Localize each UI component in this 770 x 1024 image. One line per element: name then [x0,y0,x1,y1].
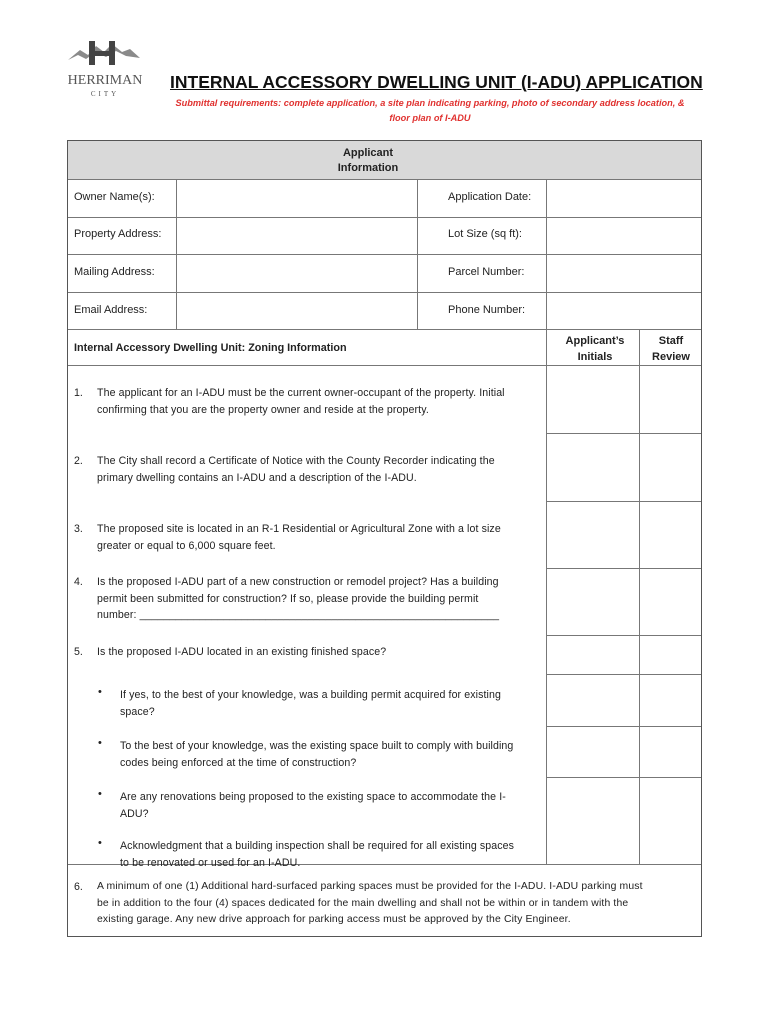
bullet-item: Are any renovations being proposed to the existing space to accommodate the I- ADU? [120,791,506,820]
item-number: 3. [74,523,83,535]
bullet-item: If yes, to the best of your knowledge, was a building permit acquired for existing space? [120,689,501,718]
initials-cell-5[interactable] [547,636,639,674]
subtitle-line1: Submittal requirements: complete application, a site plan indicating parking, photo of secondary address location, & [175,98,685,108]
property-address-label: Property Address: [74,228,162,240]
owner-names-label: Owner Name(s): [74,191,155,203]
item-number: 5. [74,646,83,658]
parcel-number-input[interactable] [547,255,701,292]
email-address-label: Email Address: [74,304,148,316]
item-number: 4. [74,576,83,588]
submittal-requirements [150,96,710,126]
initials-cell-4[interactable] [547,569,639,635]
list-item: The proposed site is located in an R-1 Residential or Agricultural Zone with a lot size greater or equal to 6,000 square feet. [97,523,501,552]
staff-cell-5a[interactable] [640,675,701,726]
staff-cell-2[interactable] [640,434,701,501]
mailing-address-input[interactable] [177,255,417,292]
staff-review-header: Staff Review [652,335,690,363]
staff-cell-4[interactable] [640,569,701,635]
item-number: 2. [74,455,83,467]
mountain-h-logo-icon [66,38,144,102]
staff-cell-5[interactable] [640,636,701,674]
initials-cell-5c[interactable] [547,778,639,864]
staff-cell-1[interactable] [640,366,701,433]
bullet-item: To the best of your knowledge, was the existing space built to comply with building codes being enforced at the time of construction? [120,740,514,769]
phone-number-label: Phone Number: [448,304,526,316]
bullet-icon: • [98,788,102,800]
list-item: The City shall record a Certificate of Notice with the County Recorder indicating the primary dwelling contains an I-ADU and a description of the I-ADU. [97,455,495,484]
property-address-input[interactable] [177,218,417,254]
item-number: 6. [74,881,83,893]
list-item: The applicant for an I-ADU must be the current owner-occupant of the property. Initial confirming that you are the property owner and reside at the property. [97,387,505,416]
staff-cell-5c[interactable] [640,778,701,864]
item-number: 1. [74,387,83,399]
initials-cell-3[interactable] [547,502,639,568]
application-date-input[interactable] [547,181,701,217]
bullet-icon: • [98,737,102,749]
initials-cell-2[interactable] [547,434,639,501]
initials-cell-1[interactable] [547,366,639,433]
staff-cell-5b[interactable] [640,727,701,777]
phone-number-input[interactable] [547,293,701,329]
staff-cell-3[interactable] [640,502,701,568]
parcel-number-label: Parcel Number: [448,266,525,278]
applicant-initials-header: Applicant’s Initials [565,335,625,363]
zoning-info-header: Internal Accessory Dwelling Unit: Zoning Information [74,342,347,354]
subtitle-line2: floor plan of I-ADU [389,113,471,123]
city-logo [66,38,144,102]
logo-name-line1: HERRIMAN [67,73,143,88]
bullet-icon: • [98,686,102,698]
logo-name-line2: CITY [90,90,120,98]
list-item: Is the proposed I-ADU located in an existing finished space? [97,646,387,658]
applicant-info-title: Applicant Information [337,147,399,174]
owner-names-input[interactable] [177,181,417,217]
mailing-address-label: Mailing Address: [74,266,155,278]
list-item: A minimum of one (1) Additional hard-surfaced parking spaces must be provided for the I-ADU. I-ADU parking must be in addition to the four (4) spaces dedicated for the main dwelling and shall not be within or in tandem with the existing garage. Any new drive approach for parking access must be approved by the City Engineer. [97,881,643,925]
application-form [67,140,702,937]
page-title: INTERNAL ACCESSORY DWELLING UNIT (I-ADU) APPLICATION [170,72,703,92]
initials-cell-5a[interactable] [547,675,639,726]
lot-size-input[interactable] [547,218,701,254]
bullet-item: Acknowledgment that a building inspection shall be required for all existing spaces to be renovated or used for an I-ADU. [120,840,515,869]
email-address-input[interactable] [177,293,417,329]
bullet-icon: • [98,837,102,849]
lot-size-label: Lot Size (sq ft): [448,228,522,240]
building-permit-number-field[interactable]: number: ____________________________________________________________ [97,609,500,621]
initials-cell-5b[interactable] [547,727,639,777]
application-date-label: Application Date: [448,191,532,203]
list-item: Is the proposed I-ADU part of a new construction or remodel project? Has a building permit been submitted for construction? If so, please provide the building permit number: ____________________________________________________________ [97,574,499,624]
